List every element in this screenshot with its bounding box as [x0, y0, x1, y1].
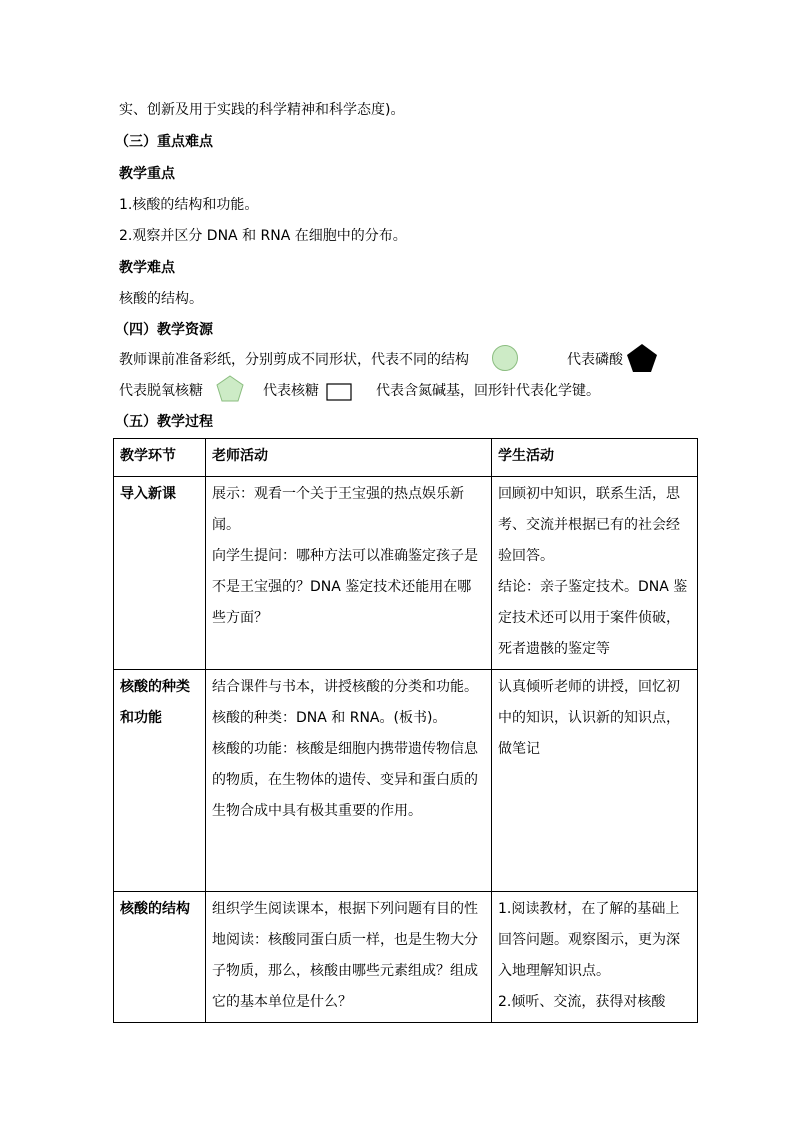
- teacher-paragraph: 核酸的功能：核酸是细胞内携带遗传物信息的物质，在生物体的遗传、变异和蛋白质的生物合成中具有极其重要的作用。: [212, 741, 478, 819]
- teacher-cell: [206, 670, 492, 892]
- key-points-title: 教学重点: [119, 166, 175, 182]
- teacher-cell: [206, 477, 492, 670]
- intro-line: 实、创新及用于实践的科学精神和科学态度)。: [119, 102, 405, 118]
- student-paragraph: 认真倾听老师的讲授，回忆初中的知识，认识新的知识点，做笔记: [498, 679, 680, 757]
- student-paragraph: 回顾初中知识，联系生活，思考、交流并根据已有的社会经验回答。: [498, 486, 680, 564]
- student-paragraph: 1.阅读教材，在了解的基础上回答问题。观察图示，更为深入地理解知识点。: [498, 901, 680, 979]
- table-header-row: [114, 439, 698, 477]
- student-paragraph: 结论：亲子鉴定技术。DNA 鉴定技术还可以用于案件侦破，死者遗骸的鉴定等: [498, 579, 688, 657]
- student-cell: [492, 892, 698, 1023]
- teacher-cell: [206, 892, 492, 1023]
- rectangle-shape-icon: [326, 383, 352, 401]
- pentagon-green-icon: [216, 375, 244, 402]
- header-student: 学生活动: [492, 439, 698, 477]
- header-teacher: 老师活动: [206, 439, 492, 477]
- section-heading-resources: （四）教学资源: [115, 322, 213, 338]
- key-point-1: 1.核酸的结构和功能。: [119, 197, 259, 213]
- table-row: [114, 670, 698, 892]
- resources-line-1: [119, 350, 469, 370]
- section-heading-process: （五）教学过程: [115, 414, 213, 430]
- resources-line-1-text-b: 代表磷酸: [567, 352, 623, 368]
- resources-line-1-text-a: 教师课前准备彩纸，分别剪成不同形状，代表不同的结构: [119, 352, 469, 368]
- resources-line-2-text-b: 代表核糖: [263, 383, 319, 399]
- student-paragraph: 2.倾听、交流，获得对核酸: [498, 994, 666, 1010]
- difficulty-text: 核酸的结构。: [119, 291, 203, 307]
- stage-cell: 核酸的种类和功能: [114, 670, 206, 892]
- difficulty-title: 教学难点: [119, 260, 175, 276]
- teacher-paragraph: 组织学生阅读课本，根据下列问题有目的性地阅读：核酸同蛋白质一样，也是生物大分子物质，那么，核酸由哪些元素组成？组成它的基本单位是什么？: [212, 901, 478, 1010]
- student-cell: [492, 670, 698, 892]
- teacher-paragraph: 核酸的种类：DNA 和 RNA。(板书)。: [212, 710, 447, 726]
- section-heading-key-points: （三）重点难点: [115, 134, 213, 150]
- resources-line-2-text-c: 代表含氮碱基，回形针代表化学键。: [376, 383, 600, 399]
- header-stage: 教学环节: [114, 439, 206, 477]
- stage-cell: 核酸的结构: [114, 892, 206, 1023]
- teacher-paragraph: 结合课件与书本，讲授核酸的分类和功能。: [212, 679, 478, 695]
- teacher-paragraph: 展示：观看一个关于王宝强的热点娱乐新闻。: [212, 486, 464, 533]
- pentagon-black-icon: [626, 343, 658, 373]
- table-row: [114, 892, 698, 1023]
- teacher-paragraph: 向学生提问：哪种方法可以准确鉴定孩子是不是王宝强的？DNA 鉴定技术还能用在哪些方面？: [212, 548, 478, 626]
- stage-cell: 导入新课: [114, 477, 206, 670]
- student-cell: [492, 477, 698, 670]
- circle-shape-icon: [491, 344, 519, 372]
- key-point-2: 2.观察并区分 DNA 和 RNA 在细胞中的分布。: [119, 228, 407, 244]
- resources-line-2-text-a: 代表脱氧核糖: [119, 383, 203, 399]
- teaching-process-table: [113, 438, 698, 1023]
- table-row: [114, 477, 698, 670]
